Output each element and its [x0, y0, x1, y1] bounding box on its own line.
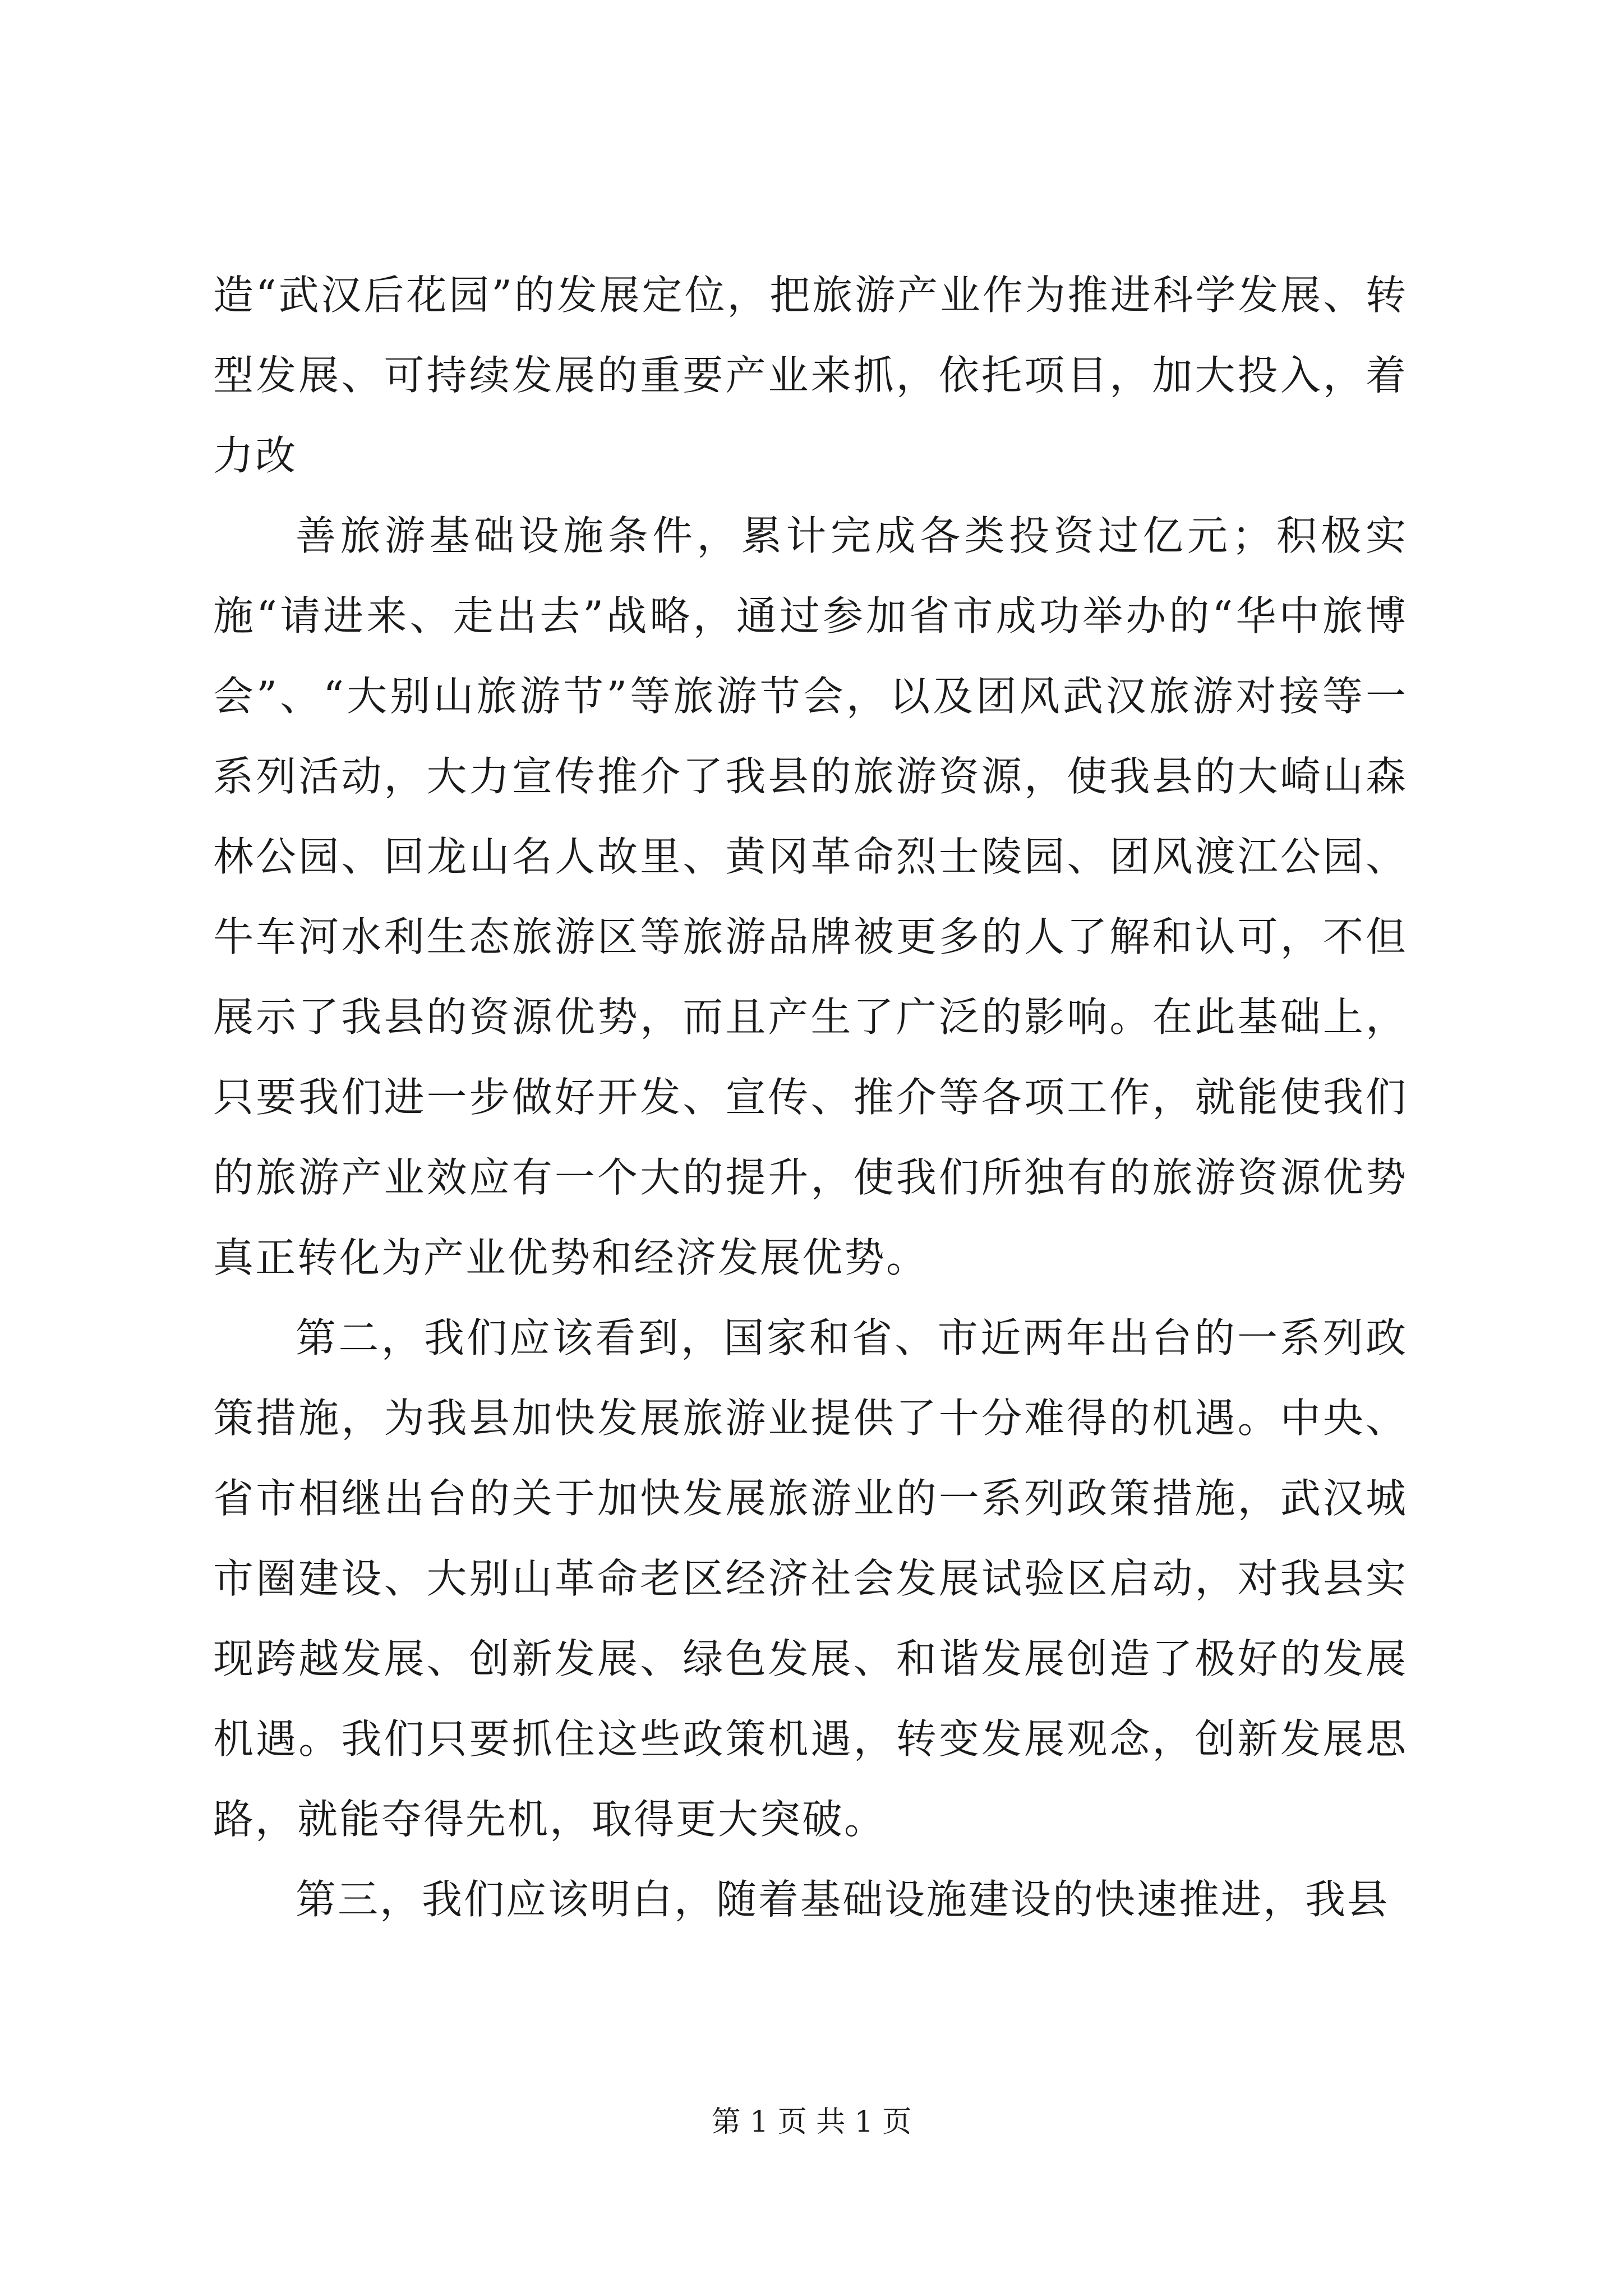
page-footer: 第 1 页 共 1 页	[711, 2105, 912, 2139]
paragraph-2: 善旅游基础设施条件，累计完成各类投资过亿元；积极实施“请进来、走出去”战略，通过参加省市成功举办的“华中旅博会”、“大别山旅游节”等旅游节会，以及团风武汉旅游对接等一系列活动，大力宣传推介了我县的旅游资源，使我县的大崎山森林公园、回龙山名人故里、黄冈革命烈士陵园、团风渡江公园、牛车河水利生态旅游区等旅游品牌被更多的人了解和认可，不但展示了我县的资源优势，而且产生了广泛的影响。在此基础上，只要我们进一步做好开发、宣传、推介等各项工作，就能使我们的旅游产业效应有一个大的提升，使我们所独有的旅游资源优势真正转化为产业优势和经济发展优势。	[213, 512, 1408, 1281]
paragraph-3: 第二，我们应该看到，国家和省、市近两年出台的一系列政策措施，为我县加快发展旅游业提供了十分难得的机遇。中央、省市相继出台的关于加快发展旅游业的一系列政策措施，武汉城市圈建设、大别山革命老区经济社会发展试验区启动，对我县实现跨越发展、创新发展、绿色发展、和谐发展创造了极好的发展机遇。我们只要抓住这些政策机遇，转变发展观念，创新发展思路，就能夺得先机，取得更大突破。	[213, 1314, 1408, 1843]
paragraph-4: 第三，我们应该明白，随着基础设施建设的快速推进，我县	[296, 1876, 1390, 1923]
body-text	[213, 255, 1408, 1940]
paragraph-1: 造“武汉后花园”的发展定位，把旅游产业作为推进科学发展、转型发展、可持续发展的重要产业来抓，依托项目，加大投入，着力改	[213, 272, 1408, 479]
